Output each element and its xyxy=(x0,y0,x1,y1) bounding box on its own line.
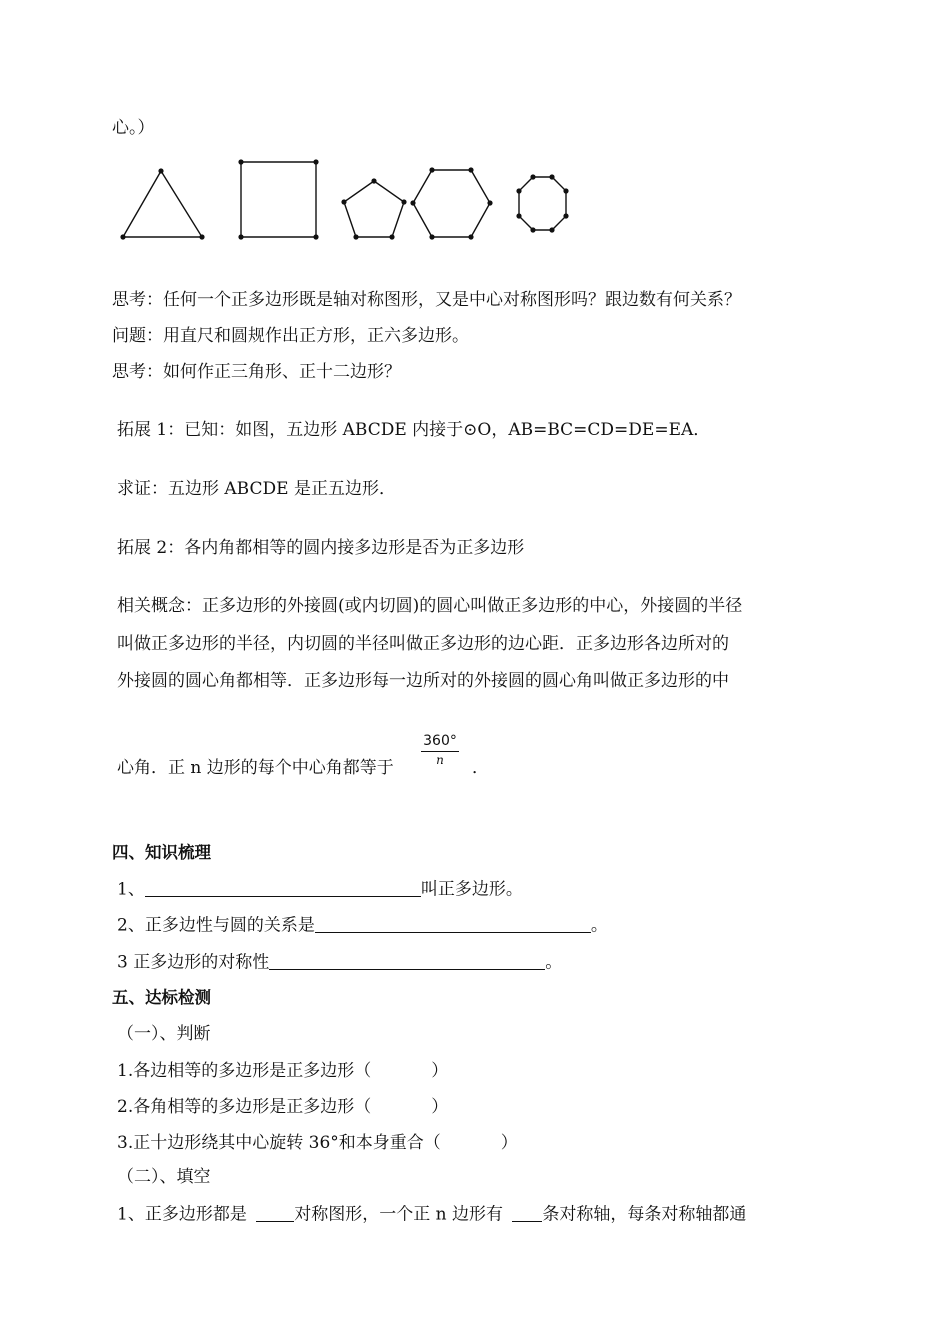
think-2: 思考：如何作正三角形、正十二边形？ xyxy=(112,362,401,382)
concept-end: ． xyxy=(472,758,489,778)
fill-blank-1[interactable] xyxy=(145,879,421,897)
fill-question-1: 1、正多边形都是 对称图形，一个正 n 边形有 条对称轴，每条对称轴都通 xyxy=(117,1204,747,1225)
part-1-judge: （一）、判断 xyxy=(117,1024,211,1044)
concept-line-3: 外接圆的圆心角都相等．正多边形每一边所对的外接圆的圆心角叫做正多边形的中 xyxy=(117,671,729,691)
answer-space-1[interactable] xyxy=(371,1059,431,1076)
section-4-item-3: 3 正多边形的对称性 。 xyxy=(117,952,563,973)
regular-polygons-figure xyxy=(110,150,580,250)
concept-line-1: 相关概念：正多边形的外接圆(或内切圆)的圆心叫做正多边形的中心，外接圆的半径 xyxy=(117,596,743,616)
regular-pentagon xyxy=(344,181,404,237)
fill-blank-axis-count[interactable] xyxy=(512,1204,542,1222)
part-2-fill: （二）、填空 xyxy=(117,1167,211,1187)
judge-question-2: 2.各角相等的多边形是正多边形（ ） xyxy=(117,1097,449,1117)
concept-line-4: 心角．正 n 边形的每个中心角都等于 xyxy=(117,758,394,778)
prove-statement: 求证：五边形 ABCDE 是正五边形． xyxy=(117,479,396,499)
fraction-numerator: 360° xyxy=(423,733,457,749)
fraction-denominator: n xyxy=(436,753,444,767)
intro-tail: 心。） xyxy=(112,118,155,138)
equilateral-triangle xyxy=(123,171,202,237)
question: 问题：用直尺和圆规作出正方形，正六多边形。 xyxy=(112,326,469,346)
judge-question-1: 1.各边相等的多边形是正多边形（ ） xyxy=(117,1061,449,1081)
fill-blank-3[interactable] xyxy=(269,952,545,970)
square xyxy=(241,162,316,237)
extension-1: 拓展 1：已知：如图，五边形 ABCDE 内接于⊙O，AB=BC=CD=DE=EA． xyxy=(117,420,711,440)
fill-blank-2[interactable] xyxy=(315,915,591,933)
judge-question-3: 3.正十边形绕其中心旋转 36°和本身重合（ ） xyxy=(117,1133,518,1153)
section-4-item-1: 1、 叫正多边形。 xyxy=(117,879,523,900)
regular-hexagon xyxy=(413,170,490,237)
section-5-title: 五、达标检测 xyxy=(112,988,211,1007)
answer-space-3[interactable] xyxy=(441,1131,501,1148)
section-4-title: 四、知识梳理 xyxy=(112,843,211,862)
extension-2: 拓展 2：各内角都相等的圆内接多边形是否为正多边形 xyxy=(117,538,525,558)
fill-blank-symmetry[interactable] xyxy=(256,1204,294,1222)
concept-line-2: 叫做正多边形的半径，内切圆的半径叫做正多边形的边心距．正多边形各边所对的 xyxy=(117,634,729,654)
regular-octagon xyxy=(519,177,566,230)
think-1: 思考：任何一个正多边形既是轴对称图形，又是中心对称图形吗？跟边数有何关系？ xyxy=(112,290,741,310)
answer-space-2[interactable] xyxy=(371,1095,431,1112)
section-4-item-2: 2、正多边性与圆的关系是 。 xyxy=(117,915,608,936)
fraction-360-over-n xyxy=(419,732,461,768)
